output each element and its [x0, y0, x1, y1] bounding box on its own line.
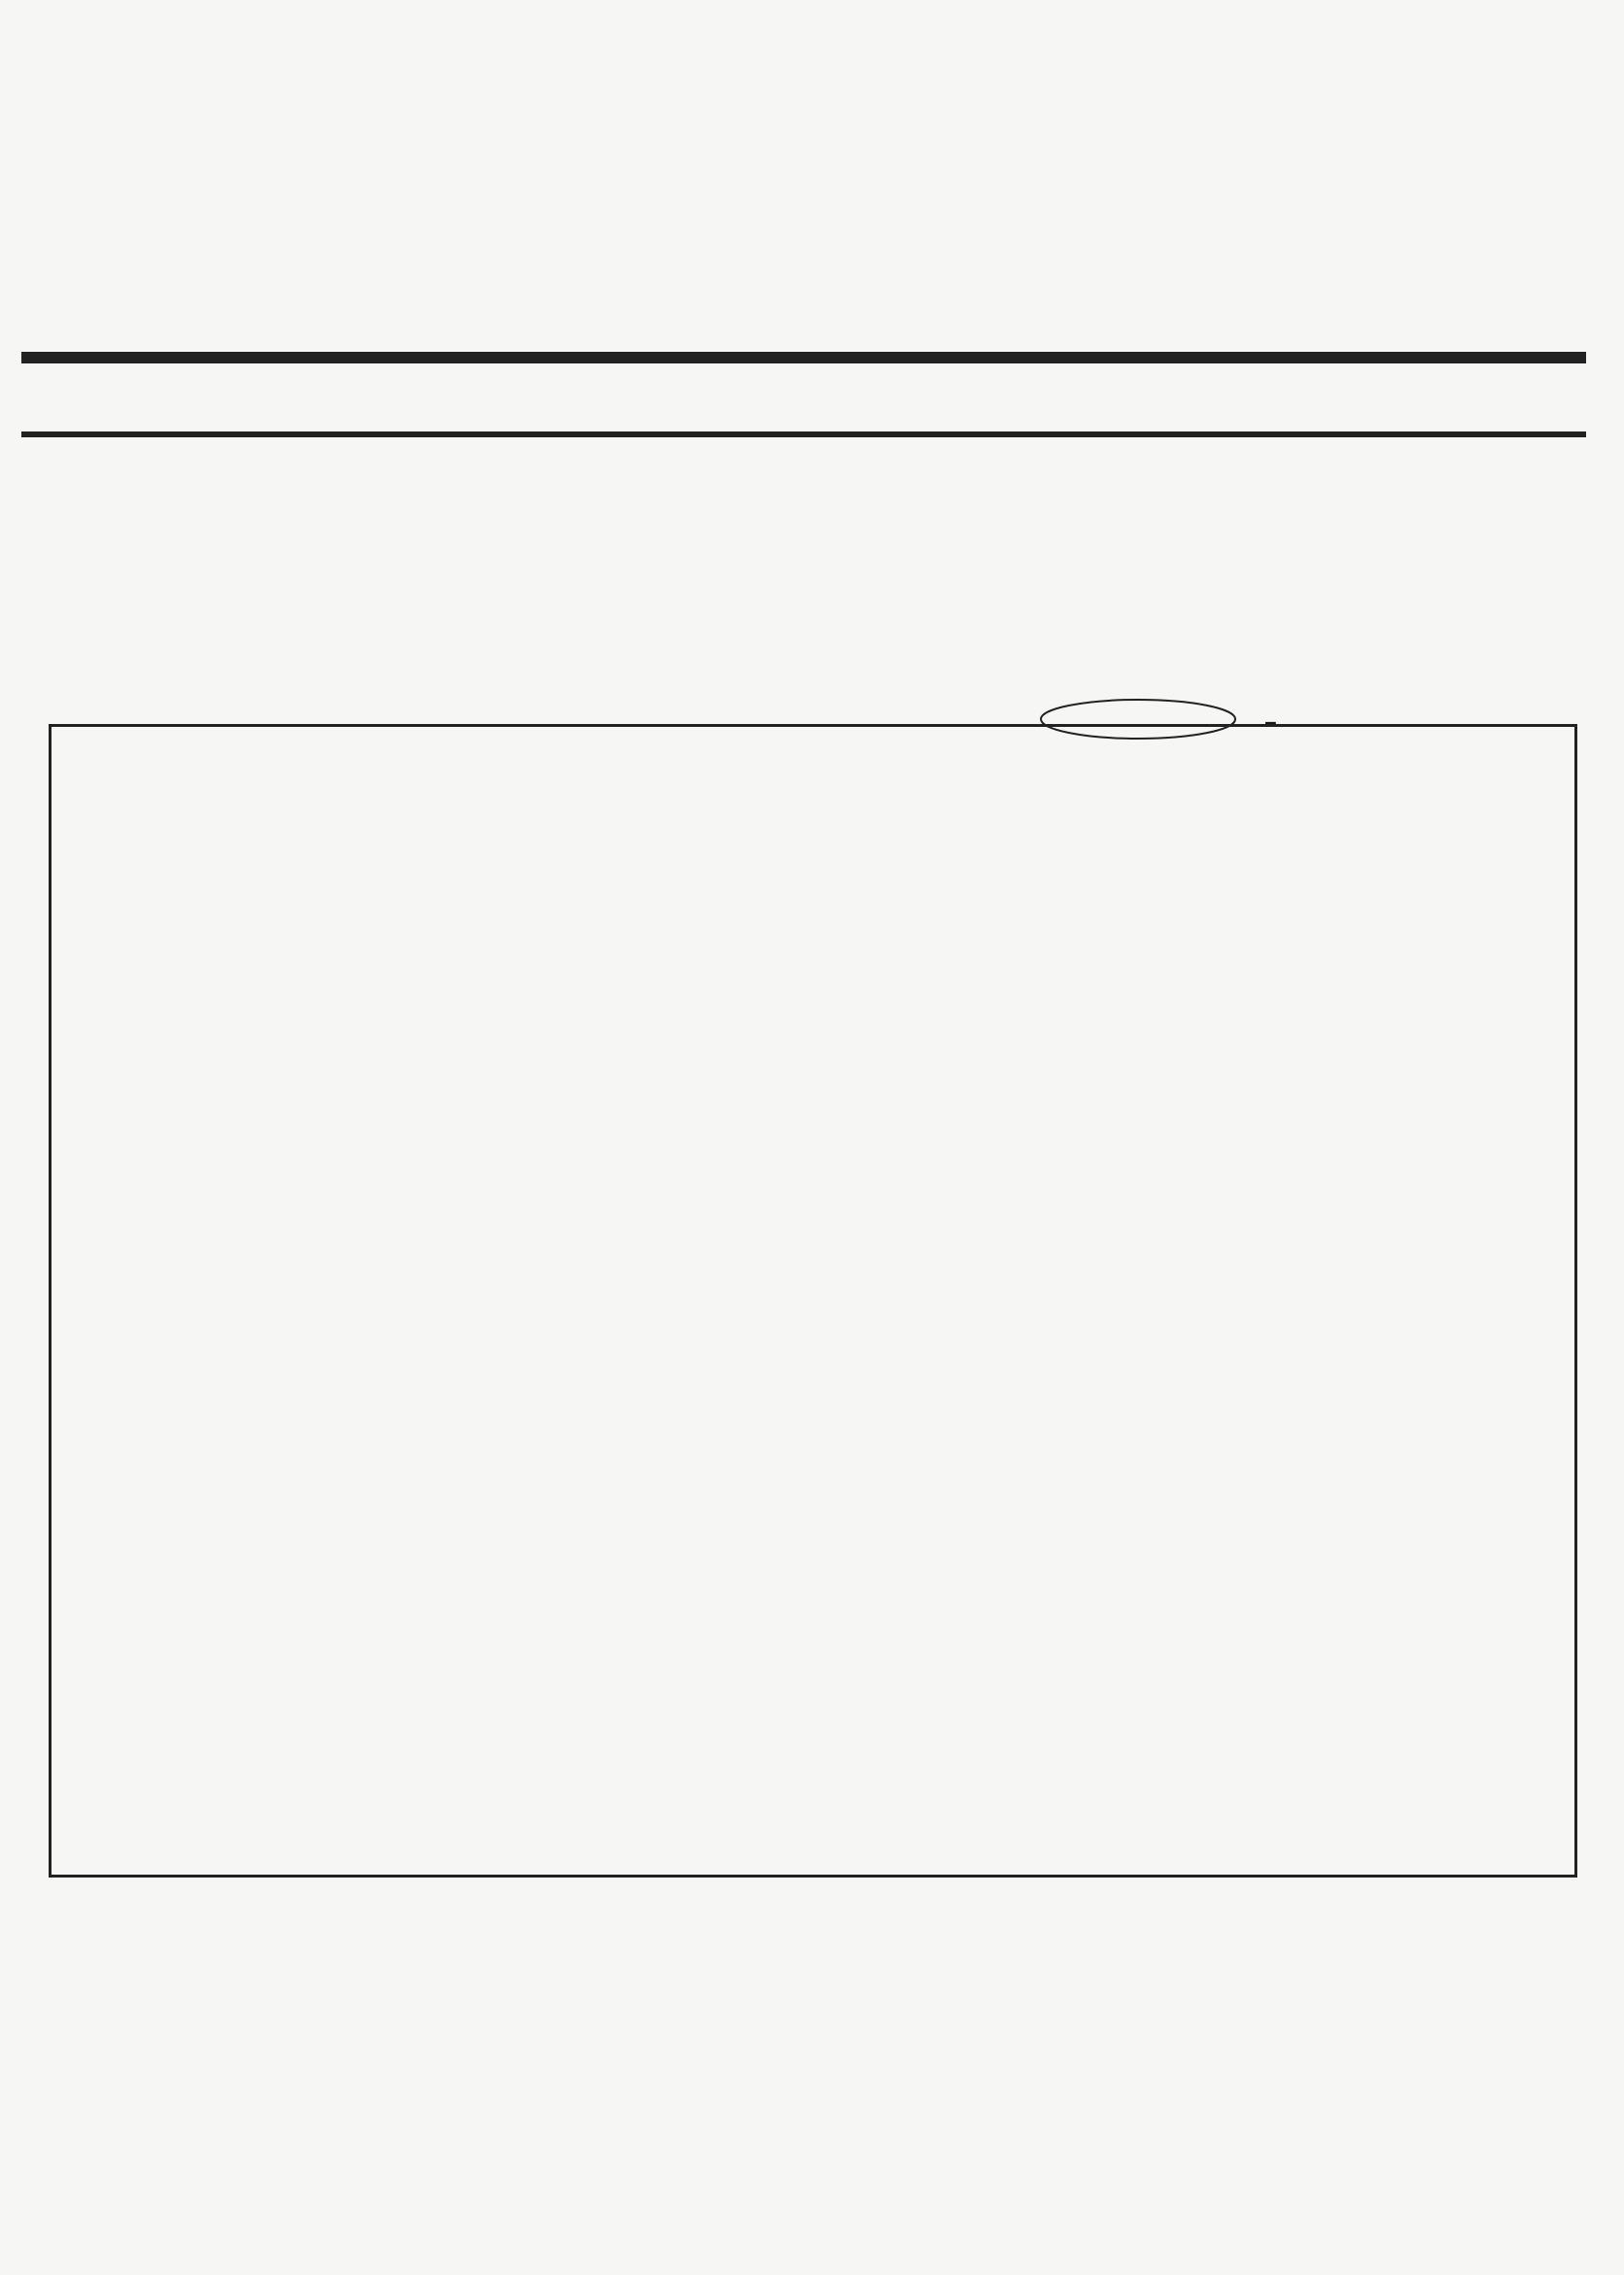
banner-bottom-rule [21, 431, 1586, 437]
dash-mark: ▬ [1265, 713, 1277, 734]
newsletter-banner [21, 352, 1586, 437]
remuneration-table [49, 724, 1577, 1878]
banner-top-rule [21, 352, 1586, 363]
